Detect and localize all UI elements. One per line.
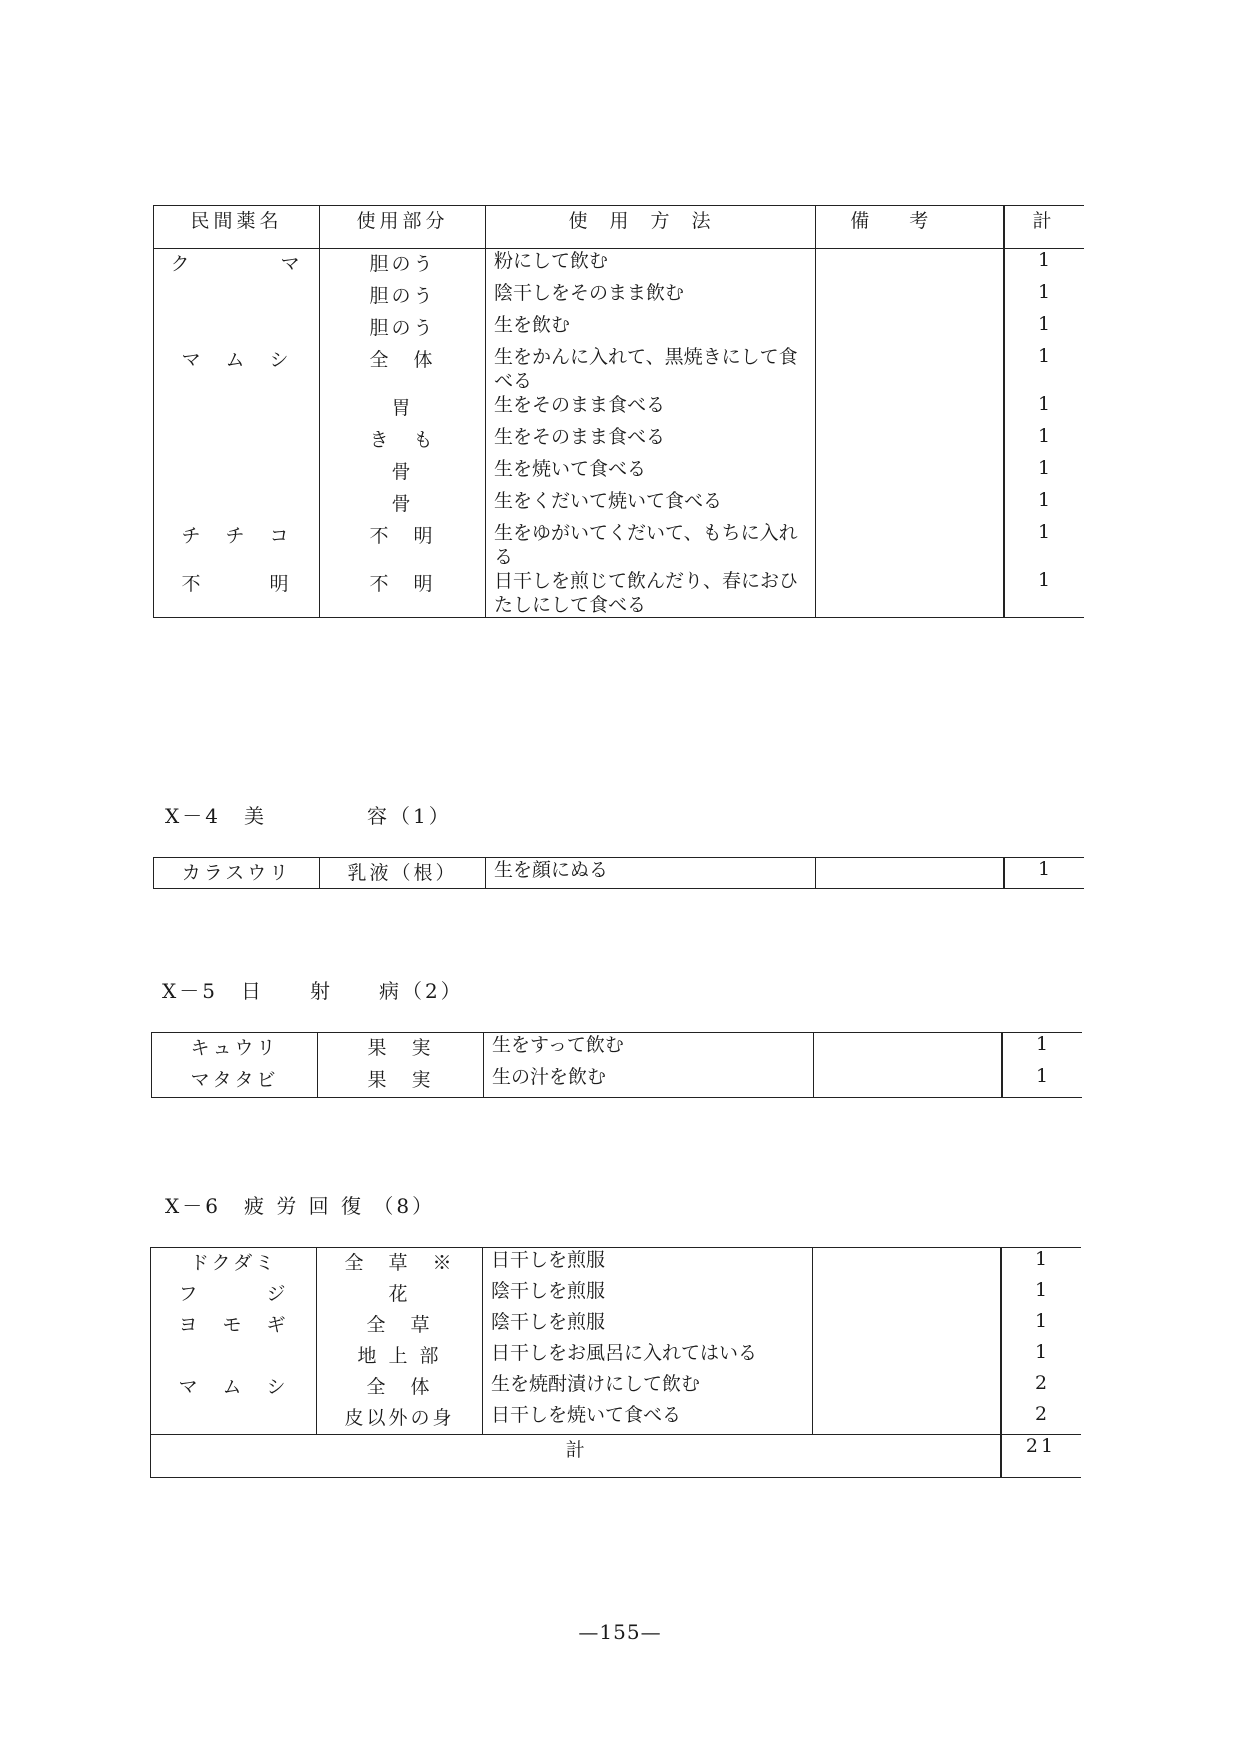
part-cell: 皮以外の身 (317, 1403, 483, 1435)
name-cell (154, 457, 320, 489)
method-cell: 生を焼いて食べる (486, 457, 816, 489)
name-cell (154, 393, 320, 425)
remedy-table-1 (153, 205, 1084, 618)
part-cell: 地 上 部 (317, 1341, 483, 1372)
name-cell: キュウリ (152, 1033, 318, 1066)
table-row (151, 1248, 1081, 1280)
total-value: 21 (1001, 1435, 1081, 1478)
note-cell (814, 1033, 1002, 1066)
count-cell: 1 (1035, 1033, 1049, 1055)
note-cell (816, 393, 1004, 425)
name-cell: チ チ コ (154, 521, 320, 569)
part-cell: き も (320, 425, 486, 457)
count-cell: 1 (1037, 457, 1051, 479)
part-cell: 骨 (320, 489, 486, 521)
part-cell: 不 明 (320, 521, 486, 569)
table-row (151, 1372, 1081, 1403)
count-cell: 2 (1034, 1403, 1048, 1425)
count-cell: 1 (1037, 313, 1051, 335)
remedy-table-x4 (153, 857, 1084, 889)
table-row (154, 313, 1084, 345)
part-cell: 胆のう (320, 281, 486, 313)
note-cell (813, 1248, 1001, 1280)
part-cell: 胆のう (320, 313, 486, 345)
table-row (154, 858, 1084, 889)
note-cell (813, 1279, 1001, 1310)
part-cell: 胃 (320, 393, 486, 425)
table-row (152, 1033, 1082, 1066)
section-x4-label-2: 容（1） (366, 804, 452, 828)
name-cell: ヨ モ ギ (151, 1310, 317, 1341)
name-cell (151, 1403, 317, 1435)
note-cell (816, 858, 1004, 889)
name-cell (151, 1341, 317, 1372)
part-cell: 骨 (320, 457, 486, 489)
method-cell: 陰干しをそのまま飲む (486, 281, 816, 313)
table-row (152, 1065, 1082, 1098)
method-cell: 生を飲む (486, 313, 816, 345)
note-cell (814, 1065, 1002, 1098)
method-cell: 粉にして飲む (486, 249, 816, 282)
table-row (154, 393, 1084, 425)
method-cell: 生をくだいて焼いて食べる (486, 489, 816, 521)
method-cell: 生をそのまま食べる (486, 393, 816, 425)
remedy-table-x5 (151, 1032, 1082, 1098)
header-name: 民間薬名 (154, 206, 320, 249)
table-header (154, 206, 1084, 249)
count-cell: 1 (1037, 569, 1051, 591)
method-cell: 陰干しを煎服 (483, 1279, 813, 1310)
name-cell: マ ム シ (151, 1372, 317, 1403)
count-cell: 1 (1037, 281, 1051, 303)
remedy-table-x6 (150, 1247, 1081, 1478)
note-cell (816, 489, 1004, 521)
note-cell (816, 281, 1004, 313)
name-cell: ク マ (154, 249, 320, 282)
method-cell: 生をすって飲む (484, 1033, 814, 1066)
part-cell: 果 実 (318, 1033, 484, 1066)
count-cell: 2 (1034, 1372, 1048, 1394)
header-method: 使用方法 (486, 206, 816, 249)
note-cell (813, 1341, 1001, 1372)
total-label: 計 (151, 1435, 1001, 1478)
note-cell (813, 1310, 1001, 1341)
table-body (154, 858, 1084, 889)
part-cell: 不 明 (320, 569, 486, 618)
name-cell (154, 281, 320, 313)
name-cell: カラスウリ (154, 858, 320, 889)
name-cell: マタタビ (152, 1065, 318, 1098)
count-cell: 1 (1037, 858, 1051, 880)
method-cell: 日干しを煎じて飲んだり、春におひたしにして食べる (486, 569, 816, 618)
method-cell: 日干しを煎服 (483, 1248, 813, 1280)
table-row (151, 1279, 1081, 1310)
count-cell: 1 (1037, 425, 1051, 447)
method-cell: 生の汁を飲む (484, 1065, 814, 1098)
section-x6-title: X－6 疲 労 回 復 （8） (165, 1194, 436, 1218)
table-row (154, 345, 1084, 393)
section-x4-title (165, 800, 452, 829)
section-x4-label: X－4 美 (165, 804, 267, 828)
note-cell (816, 313, 1004, 345)
note-cell (816, 249, 1004, 282)
table-row (154, 249, 1084, 282)
table-row (151, 1310, 1081, 1341)
note-cell (816, 521, 1004, 569)
count-cell: 1 (1035, 1065, 1049, 1087)
part-cell: 全 草 (317, 1310, 483, 1341)
table-body (154, 249, 1084, 618)
name-cell (154, 313, 320, 345)
note-cell (813, 1403, 1001, 1435)
header-count: 計 (1004, 206, 1084, 249)
note-cell (816, 457, 1004, 489)
total-row (151, 1435, 1081, 1478)
table-row (154, 569, 1084, 618)
part-cell: 果 実 (318, 1065, 484, 1098)
method-cell: 生を顔にぬる (486, 858, 816, 889)
method-cell: 生をかんに入れて、黒焼きにして食べる (486, 345, 816, 393)
table-row (154, 489, 1084, 521)
count-cell: 1 (1034, 1279, 1048, 1301)
name-cell: ドクダミ (151, 1248, 317, 1280)
method-cell: 生をそのまま食べる (486, 425, 816, 457)
note-cell (816, 345, 1004, 393)
method-cell: 日干しを焼いて食べる (483, 1403, 813, 1435)
section-x5-title: X－5 日 射 病（2） (162, 979, 464, 1003)
count-cell: 1 (1037, 249, 1051, 271)
count-cell: 1 (1034, 1310, 1048, 1332)
table-row (154, 521, 1084, 569)
count-cell: 1 (1037, 345, 1051, 367)
table-body (152, 1033, 1082, 1098)
table-row (154, 281, 1084, 313)
page-number: —155— (578, 1620, 662, 1644)
count-cell: 1 (1037, 393, 1051, 415)
method-cell: 生をゆがいてくだいて、もちに入れる (486, 521, 816, 569)
name-cell: フ ジ (151, 1279, 317, 1310)
name-cell (154, 489, 320, 521)
part-cell: 全 草 ※ (317, 1248, 483, 1280)
part-cell: 乳液（根） (320, 858, 486, 889)
count-cell: 1 (1037, 489, 1051, 511)
part-cell: 全 体 (317, 1372, 483, 1403)
method-cell: 陰干しを煎服 (483, 1310, 813, 1341)
table-row (151, 1341, 1081, 1372)
name-cell (154, 425, 320, 457)
header-part: 使用部分 (320, 206, 486, 249)
note-cell (813, 1372, 1001, 1403)
table-row (154, 457, 1084, 489)
note-cell (816, 425, 1004, 457)
part-cell: 花 (317, 1279, 483, 1310)
part-cell: 胆のう (320, 249, 486, 282)
count-cell: 1 (1037, 521, 1051, 543)
table-row (154, 425, 1084, 457)
count-cell: 1 (1034, 1341, 1048, 1363)
method-cell: 生を焼酎漬けにして飲む (483, 1372, 813, 1403)
name-cell: 不 明 (154, 569, 320, 618)
part-cell: 全 体 (320, 345, 486, 393)
count-cell: 1 (1034, 1248, 1048, 1270)
method-cell: 日干しをお風呂に入れてはいる (483, 1341, 813, 1372)
header-note: 備考 (816, 206, 1004, 249)
table-row (151, 1403, 1081, 1435)
name-cell: マ ム シ (154, 345, 320, 393)
table-body (151, 1248, 1081, 1435)
note-cell (816, 569, 1004, 618)
